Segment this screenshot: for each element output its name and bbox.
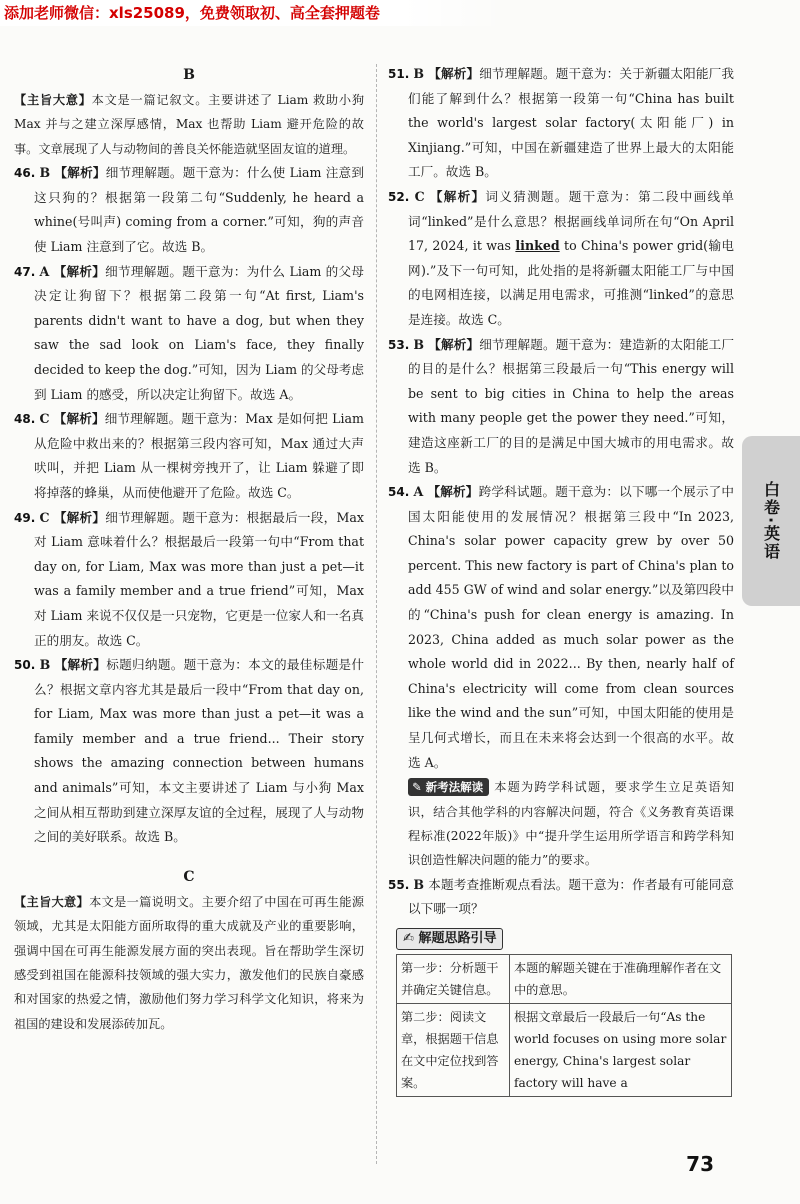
question-number: 55. — [388, 877, 410, 892]
column-divider — [376, 64, 377, 1164]
guide-content: 根据文章最后一段最后一句“As the world focuses on using more solar energy, China's largest solar factory will have a — [510, 1004, 732, 1097]
answer-51 — [388, 62, 734, 185]
answer-50 — [14, 653, 364, 850]
lightbulb-icon: ✎ — [412, 780, 422, 795]
question-number: 51. — [388, 67, 410, 81]
answer-49 — [14, 506, 364, 654]
analysis-tag: 【解析】 — [54, 657, 107, 673]
question-number: 50. — [14, 658, 36, 673]
new-exam-label-text: 新考法解读 — [425, 780, 484, 795]
guide-row — [397, 955, 732, 1004]
guide-step: 第二步：阅读文章，根据题干信息在文中定位找到答案。 — [397, 1004, 510, 1097]
guide-title — [396, 928, 503, 950]
analysis-tag: 【解析】 — [428, 336, 480, 352]
page-number: 73 — [686, 1152, 714, 1176]
analysis-tag: 【解析】 — [429, 188, 486, 204]
answer-47 — [14, 260, 364, 408]
guide-content: 本题的解题关键在于准确理解作者在文中的意思。 — [510, 955, 732, 1004]
right-column — [388, 62, 734, 1097]
answer-54 — [388, 480, 734, 775]
answer-48 — [14, 407, 364, 505]
question-number: 48. — [14, 412, 36, 427]
question-number: 49. — [14, 510, 36, 525]
summary-text: 本文是一篇说明文。主要介绍了中国在可再生能源领域，尤其是太阳能方面所取得的重大成就及产业的重要影响，强调中国在可再生能源发展方面的突出表现。旨在帮助学生深切感受到祖国在能源科技领域的强大实力，激发他们的民族自豪感和对国家的热爱之情，激励他们努力学习科学文化知识，将来为祖国的建设和发展添砖加瓦。 — [14, 894, 365, 1031]
analysis-text: 词义猜测题。题干意为：第二段中画线单词“linked”是什么意思？根据画线单词所在句“On April 17, 2024, it was — [408, 188, 734, 254]
answer-letter: A — [413, 484, 424, 500]
section-b-summary — [14, 88, 364, 161]
answer-letter: B — [39, 165, 51, 181]
watermark-banner: 添加老师微信：xls25089，免费领取初、高全套押题卷 — [0, 0, 504, 26]
guide-header — [388, 922, 734, 954]
question-number: 53. — [388, 337, 410, 352]
guide-title-text: 解题思路引导 — [418, 931, 497, 947]
section-c-heading: C — [183, 868, 195, 885]
answer-52 — [388, 185, 734, 333]
new-exam-text: 本题为跨学科试题，要求学生立足英语知识，结合其他学科的内容解决问题，符合《义务教育英语课程标准(2022年版)》中“提升学生运用所学语言和跨学科知识创造性解决问题的能力”的要求。 — [408, 780, 735, 868]
answer-letter: C — [39, 509, 50, 525]
left-column — [14, 62, 364, 1036]
answer-letter: B — [413, 66, 425, 81]
edit-icon: ✍ — [403, 931, 414, 947]
analysis-text: 标题归纳题。题干意为：本文的最佳标题是什么？根据文章内容尤其是最后一段中“From that day on, for Liam, Max was more than just a pet—it was a family member and a true friend... Their story shows the amazing connection between humans and animals”可知，本文主要讲述了 Liam 与小狗 Max 之间从相互帮助到建立深厚友谊的全过程，展现了人与动物之间的美好联系。故选 B。 — [34, 657, 365, 845]
analysis-text: 细节理解题。题干意为：根据最后一段，Max 对 Liam 意味着什么？根据最后一段第一句中“From that day on, for Liam, Max was more than just a pet—it was a family member and a true friend”可知，Max 对 Liam 来说不仅仅是一只宠物，它更是一位家人和一名真正的朋友。故选 C。 — [34, 509, 364, 648]
section-c-summary — [14, 890, 364, 1036]
analysis-tag: 【解析】 — [53, 509, 106, 525]
summary-tag: 【主旨大意】 — [14, 93, 92, 107]
analysis-text: 细节理解题。题干意为：为什么 Liam 的父母决定让狗留下？根据第二段第一句“At first, Liam's parents didn't want to have a dog, but when they saw the sad look on Liam's face, they finally decided to keep the dog.”可知，因为 Liam 的父母考虑到 Liam 的感受，所以决定让狗留下。故选 A。 — [34, 263, 364, 402]
question-number: 47. — [14, 264, 36, 279]
analysis-text: 细节理解题。题干意为：关于新疆太阳能厂我们能了解到什么？根据第一段第一句“China has built the world's largest solar factory(太阳能厂) in Xinjiang.”可知，中国在新疆建造了世界上最大的太阳能工厂。故选 B。 — [408, 66, 734, 180]
underlined-word: linked — [515, 238, 560, 254]
analysis-text: 细节理解题。题干意为：什么使 Liam 注意到这只狗的？根据第一段第二句“Suddenly, he heard a whine(号叫声) coming from a corner.”可知，狗的声音使 Liam 注意到了它。故选 B。 — [34, 165, 364, 254]
analysis-text-cont: to China's power grid(输电网).”及下一句可知，此处指的是将新疆太阳能工厂与中国的电网相连接，以满足用电需求，可推测“linked”的意思是连接。故选 C。 — [408, 238, 734, 327]
analysis-tag: 【解析】 — [53, 411, 105, 427]
answer-letter: B — [413, 876, 425, 892]
section-b-heading: B — [183, 67, 195, 83]
side-tab-label: 白卷·英语 — [761, 480, 781, 562]
answer-letter: B — [413, 336, 425, 352]
subject-side-tab — [742, 436, 800, 606]
analysis-text: 跨学科试题。题干意为：以下哪一个展示了中国太阳能使用的发展情况？根据第三段中“In 2023, China's solar power capacity grew by over 50 percent. This new factory is part of China's plan to add 455 GW of wind and solar energy.”以及第四段中的“China's push for clean energy is amazing. In 2023, China added as much solar power as the whole world did in 2022... By then, nearly half of China's electricity will come from clean sources like the wind and the sun”可知，中国太阳能的使用是呈几何式增长，而且在未来将会达到一个很高的水平。故选 A。 — [408, 484, 735, 770]
guide-row — [397, 1004, 732, 1097]
analysis-tag: 【解析】 — [427, 484, 479, 500]
analysis-text: 本题考查推断观点看法。题干意为：作者最有可能同意以下哪一项？ — [408, 876, 734, 917]
guide-table — [396, 954, 732, 1097]
answer-53 — [388, 333, 734, 481]
analysis-text: 细节理解题。题干意为：建造新的太阳能工厂的目的是什么？根据第三段最后一句“This energy will be sent to big cities in China to help the areas with many people get the power they need.”可知，建造这座新工厂的目的是满足中国大城市的用电需求。故选 B。 — [408, 336, 734, 475]
answer-letter: B — [39, 657, 51, 673]
answer-letter: C — [39, 411, 50, 427]
answer-46 — [14, 161, 364, 259]
new-exam-label — [408, 778, 489, 796]
question-number: 54. — [388, 485, 410, 500]
answer-letter: C — [414, 188, 425, 204]
analysis-text: 细节理解题。题干意为：Max 是如何把 Liam 从危险中救出来的？根据第三段内容可知，Max 通过大声吠叫，并把 Liam 从一棵树旁拽开了，让 Liam 躲避了即将掉落的蜂巢，从而使他避开了危险。故选 C。 — [34, 411, 364, 500]
analysis-tag: 【解析】 — [428, 66, 480, 81]
answer-55 — [388, 873, 734, 922]
new-exam-note — [388, 775, 734, 873]
analysis-tag: 【解析】 — [53, 263, 106, 279]
summary-text: 本文是一篇记叙文。主要讲述了 Liam 救助小狗 Max 并与之建立深厚感情，Max 也帮助 Liam 避开危险的故事。文章展现了人与动物间的善良关怀能造就坚固友谊的道理。 — [14, 93, 365, 156]
question-number: 46. — [14, 166, 36, 181]
summary-tag: 【主旨大意】 — [14, 894, 90, 909]
answer-letter: A — [39, 263, 50, 279]
guide-step: 第一步：分析题干并确定关键信息。 — [397, 955, 510, 1004]
analysis-tag: 【解析】 — [54, 165, 106, 181]
question-number: 52. — [388, 189, 410, 204]
